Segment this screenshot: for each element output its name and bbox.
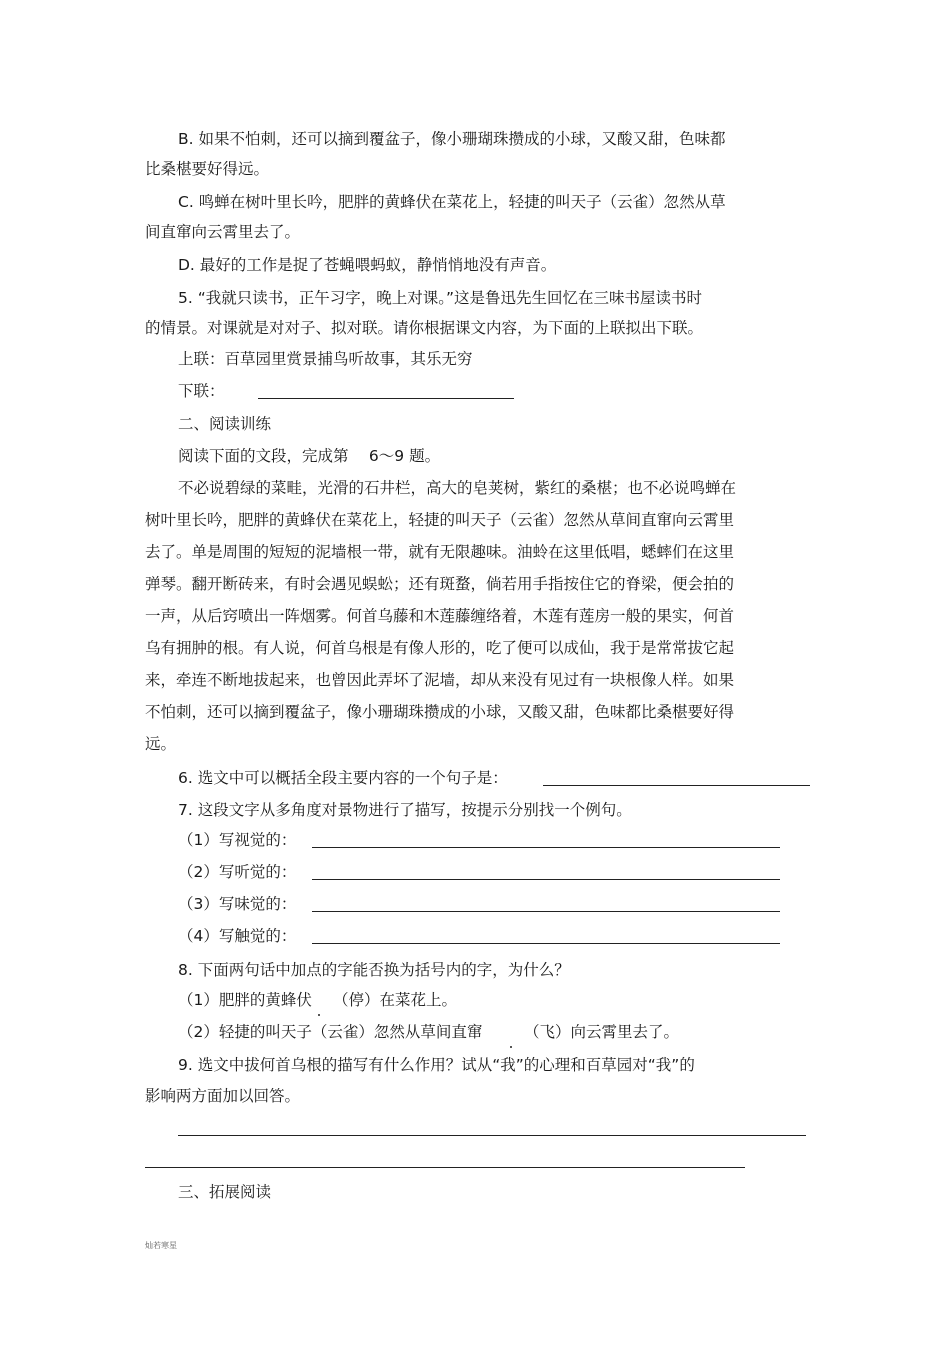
passage-line: 来，牵连不断地拔起来，也曾因此弄坏了泥墙，却从来没有见过有一块根像人样。如果 bbox=[145, 671, 735, 689]
q7-visual-blank[interactable] bbox=[312, 847, 780, 848]
emphasis-dot bbox=[318, 1014, 320, 1016]
passage-line: 远。 bbox=[145, 735, 177, 753]
q5-lower-couplet-label: 下联： bbox=[178, 382, 225, 400]
passage-line: 弹琴。翻开断砖来，有时会遇见蜈蚣；还有斑蝥，倘若用手指按住它的脊梁，便会拍的 bbox=[145, 575, 735, 593]
q9-stem-line1: 9. 选文中拔何首乌根的描写有什么作用？试从“我”的心理和百草园对“我”的 bbox=[178, 1056, 695, 1074]
q8-sentence1-part2: （停）在菜花上。 bbox=[333, 991, 458, 1009]
q4-option-c-line2: 间直窜向云霄里去了。 bbox=[145, 223, 301, 241]
passage-line: 不必说碧绿的菜畦，光滑的石井栏，高大的皂荚树，紫红的桑椹；也不必说鸣蝉在 bbox=[178, 479, 737, 497]
section2-heading: 二、阅读训练 bbox=[178, 415, 272, 433]
q8-stem: 8. 下面两句话中加点的字能否换为括号内的字，为什么？ bbox=[178, 961, 570, 979]
q7-auditory-blank[interactable] bbox=[312, 879, 780, 880]
q7-item-visual: （1）写视觉的： bbox=[178, 831, 297, 849]
q7-stem: 7. 这段文字从多角度对景物进行了描写，按提示分别找一个例句。 bbox=[178, 801, 632, 819]
q4-option-b-line1: B. 如果不怕刺，还可以摘到覆盆子，像小珊瑚珠攒成的小球，又酸又甜，色味都 bbox=[178, 130, 726, 148]
q4-option-c-line1: C. 鸣蝉在树叶里长吟，肥胖的黄蜂伏在菜花上，轻捷的叫天子（云雀）忽然从草 bbox=[178, 193, 726, 211]
q4-option-b-line2: 比桑椹要好得远。 bbox=[145, 160, 270, 178]
q8-sentence2-part2: （飞）向云霄里去了。 bbox=[524, 1023, 680, 1041]
q4-option-d: D. 最好的工作是捉了苍蝇喂蚂蚁，静悄悄地没有声音。 bbox=[178, 256, 557, 274]
q9-answer-blank-2[interactable] bbox=[145, 1167, 745, 1168]
q6-answer-blank[interactable] bbox=[543, 785, 810, 786]
passage-line: 不怕刺，还可以摘到覆盆子，像小珊瑚珠攒成的小球，又酸又甜，色味都比桑椹要好得 bbox=[145, 703, 735, 721]
section3-heading: 三、拓展阅读 bbox=[178, 1183, 272, 1201]
q5-stem-line2: 的情景。对课就是对对子、拟对联。请你根据课文内容，为下面的上联拟出下联。 bbox=[145, 319, 704, 337]
emphasis-dot bbox=[510, 1046, 512, 1048]
q5-upper-couplet: 上联：百草园里赏景捕鸟听故事，其乐无穷 bbox=[178, 350, 473, 368]
passage-line: 去了。单是周围的短短的泥墙根一带，就有无限趣味。油蛉在这里低唱，蟋蟀们在这里 bbox=[145, 543, 735, 561]
page-footer: 灿若寒星 bbox=[145, 1241, 177, 1250]
q7-item-touch: （4）写触觉的： bbox=[178, 927, 297, 945]
q5-answer-blank[interactable] bbox=[258, 398, 514, 399]
q7-taste-blank[interactable] bbox=[312, 911, 780, 912]
q7-touch-blank[interactable] bbox=[312, 943, 780, 944]
q7-item-auditory: （2）写听觉的： bbox=[178, 863, 297, 881]
q8-sentence1-part1: （1）肥胖的黄蜂伏 bbox=[178, 991, 312, 1009]
q8-sentence2-part1: （2）轻捷的叫天子（云雀）忽然从草间直窜 bbox=[178, 1023, 483, 1041]
passage-line: 一声，从后窍喷出一阵烟雾。何首乌藤和木莲藤缠络着，木莲有莲房一般的果实，何首 bbox=[145, 607, 735, 625]
passage-line: 树叶里长吟，肥胖的黄蜂伏在菜花上，轻捷的叫天子（云雀）忽然从草间直窜向云霄里 bbox=[145, 511, 735, 529]
q6-stem: 6. 选文中可以概括全段主要内容的一个句子是： bbox=[178, 769, 508, 787]
section2-instruction: 阅读下面的文段，完成第 6～9 题。 bbox=[178, 447, 441, 465]
q9-stem-line2: 影响两方面加以回答。 bbox=[145, 1087, 301, 1105]
passage-line: 乌有拥肿的根。有人说，何首乌根是有像人形的，吃了便可以成仙，我于是常常拔它起 bbox=[145, 639, 735, 657]
q5-stem-line1: 5. “我就只读书，正午习字，晚上对课。”这是鲁迅先生回忆在三味书屋读书时 bbox=[178, 289, 703, 307]
q7-item-taste: （3）写味觉的： bbox=[178, 895, 297, 913]
q9-answer-blank-1[interactable] bbox=[178, 1135, 806, 1136]
